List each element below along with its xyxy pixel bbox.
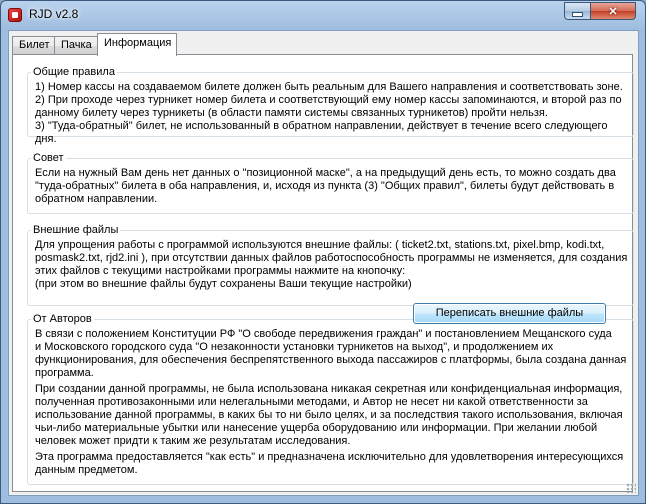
general-rules-line: 3) "Туда-обратный" билет, не использованный в обратном направлении, действует в течение всего следующего дня. [35, 120, 608, 145]
external-files-line: posmask2.txt, rjd2.ini ), при отсутствии данных файлов работоспособность программы не изменяется, для создания [35, 252, 628, 264]
information-panel [12, 54, 633, 492]
title-bar[interactable] [1, 1, 645, 29]
general-rules-group [27, 66, 634, 145]
minimize-button[interactable] [564, 2, 591, 20]
authors-line: чьи-либо материальные убытки или нанесение ущерба оборудованию или информации. При желании любой [35, 422, 598, 434]
resize-grip-icon[interactable] [626, 483, 636, 493]
external-files-line: Для упрощения работы с программой используются внешние файлы: ( ticket2.txt, stations.txt, pixel.bmp, kodi.txt, [35, 239, 605, 251]
advice-line: "туда-обратных" билета в оба направления, и, исходя из пункта (3) "Общих правил", билеты будут действовать в [35, 180, 615, 192]
tab-information[interactable]: Информация [97, 33, 177, 56]
external-files-text [35, 239, 628, 291]
authors-line: Эта программа предоставляется "как есть" и предназначена исключительно для удовлетворения интересующихся [35, 451, 624, 463]
authors-line: данным предметом. [35, 464, 138, 476]
tab-pack[interactable]: Пачка [54, 36, 99, 55]
authors-title: От Авторов [33, 313, 92, 325]
external-files-line: (при этом во внешние файлы будут сохранены Ваши текущие настройки) [35, 278, 412, 290]
advice-group [27, 152, 634, 214]
external-files-title: Внешние файлы [33, 224, 119, 236]
authors-line: При создании данной программы, не была использована никакая секретная или конфиденциальная информация, [35, 383, 623, 395]
authors-text [35, 328, 628, 477]
authors-line: использование данной программы, в каких бы то ни было целях, и за последствия такого использования, включая [35, 409, 623, 421]
authors-group [27, 313, 634, 485]
general-rules-line: 1) Номер кассы на создаваемом билете должен быть реальным для Вашего направления и соответствовать зоне. [35, 81, 623, 93]
general-rules-line: данному билету через турникеты (в области памяти системы связанных турникетов) пройти нельзя. [35, 107, 548, 119]
general-rules-title: Общие правила [33, 66, 115, 78]
general-rules-line: 2) При проходе через турникет номер билета и соответствующий ему номер кассы запоминаются, и второй раз по [35, 94, 622, 106]
close-icon: ✕ [608, 5, 618, 18]
advice-line: Если на нужный Вам день нет данных о "позиционной маске", а на предыдущий день есть, то можно создать два [35, 167, 616, 179]
authors-line: полученная противозаконными или нелегальными методами, и Автор не несет ни какой ответственности за [35, 396, 588, 408]
authors-line: человек может придти к таким же результатам исследования. [35, 435, 351, 447]
advice-line: обратном направлении. [35, 193, 158, 205]
tab-ticket[interactable]: Билет [12, 36, 57, 55]
minimize-icon [572, 12, 583, 17]
authors-line: и Московского городского суда "О незаконности установки турникетов на выход", и продолжением их [35, 341, 554, 353]
client-area [8, 30, 639, 496]
advice-title: Совет [33, 152, 64, 164]
advice-text [35, 167, 628, 206]
close-button[interactable] [591, 2, 636, 20]
authors-line: В связи с положением Конституции РФ "О свободе передвижения граждан" и постановлением Мещанского суда [35, 328, 612, 340]
rewrite-external-files-button[interactable]: Переписать внешние файлы [413, 303, 606, 324]
window-title: RJD v2.8 [29, 7, 79, 21]
authors-line: функционирования, для обеспечения беспрепятственного выхода пассажиров с платформы, была создана данная [35, 354, 627, 366]
authors-line: программа. [35, 367, 94, 379]
app-icon [8, 8, 22, 22]
external-files-group [27, 224, 634, 306]
general-rules-text [35, 81, 628, 146]
external-files-line: этих файлов с текущими настройками программы нажмите на кнопочку: [35, 265, 406, 277]
